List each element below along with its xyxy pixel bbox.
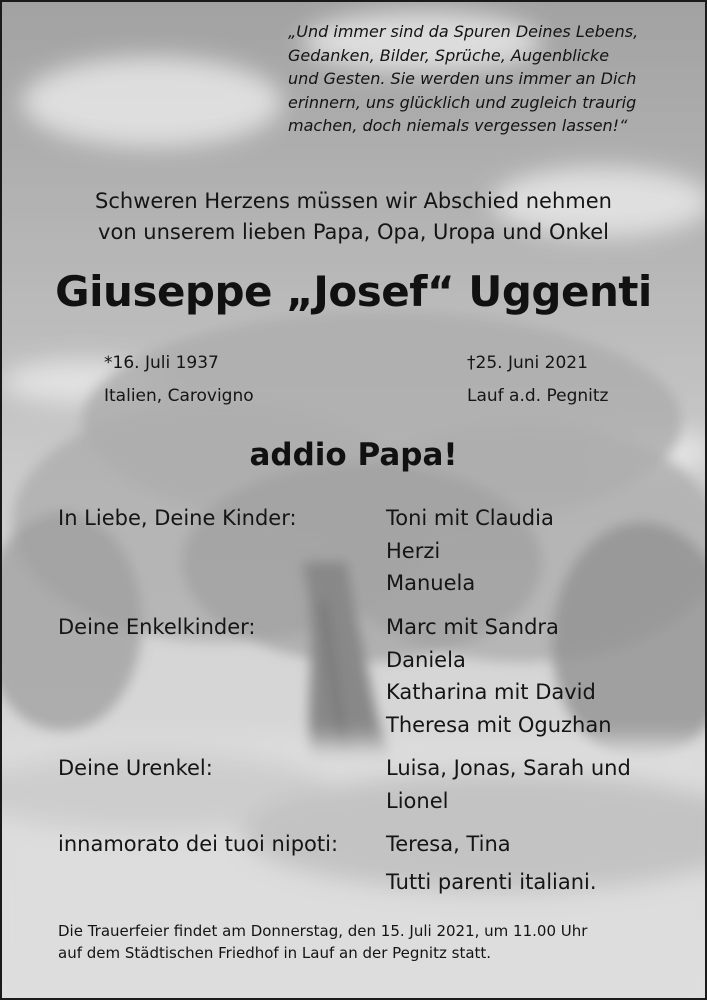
quote-line: Gedanken, Bilder, Sprüche, Augenblicke: [288, 45, 610, 65]
intro-text: [2, 186, 705, 248]
farewell-heading: addio Papa!: [249, 437, 458, 473]
mourner-label: Deine Enkelkinder:: [58, 615, 256, 639]
mourner-name: Herzi: [386, 538, 441, 563]
mourner-name: Manuela: [386, 571, 476, 595]
quote-line: erinnern, uns glücklich und zugleich traurig: [288, 92, 637, 112]
mourner-names: [386, 752, 631, 817]
relatives-line: Tutti parenti italiani.: [386, 870, 597, 894]
birth-info: [104, 347, 254, 413]
funeral-line-1: Die Trauerfeier findet am Donnerstag, den 15. Juli 2021, um 11.00 Uhr: [58, 922, 588, 940]
mourner-name: Teresa, Tina: [386, 832, 511, 856]
mourner-label: In Liebe, Deine Kinder:: [58, 506, 297, 530]
quote-line: und Gesten. Sie werden uns immer an Dich: [288, 69, 637, 88]
death-date: †25. Juni 2021: [467, 353, 588, 373]
birth-place: Italien, Carovigno: [104, 386, 254, 406]
intro-line-1: Schweren Herzens müssen wir Abschied nehmen: [95, 189, 612, 213]
funeral-info: [58, 920, 698, 964]
quote-line: machen, doch niemals vergessen lassen!“: [288, 116, 628, 135]
mourner-name: Marc mit Sandra: [386, 615, 559, 639]
quote-line: „Und immer sind da Spuren Deines Lebens,: [288, 22, 639, 41]
mourner-name: Luisa, Jonas, Sarah und: [386, 756, 631, 780]
mourner-name: Lionel: [386, 788, 449, 813]
birth-date: *16. Juli 1937: [104, 353, 219, 373]
memorial-quote: [288, 20, 688, 138]
mourner-name: Theresa mit Oguzhan: [386, 712, 612, 737]
deceased-name: Giuseppe „Josef“ Uggenti: [55, 267, 652, 316]
funeral-line-2: auf dem Städtischen Friedhof in Lauf an der Pegnitz statt.: [58, 944, 492, 962]
death-place: Lauf a.d. Pegnitz: [467, 386, 609, 406]
mourner-name: Daniela: [386, 647, 466, 672]
intro-line-2: von unserem lieben Papa, Opa, Uropa und Onkel: [98, 220, 609, 244]
mourner-names: [386, 611, 612, 741]
mourner-name: Katharina mit David: [386, 680, 596, 704]
mourner-label: Deine Urenkel:: [58, 756, 213, 780]
mourner-names: [386, 828, 511, 861]
mourner-name: Toni mit Claudia: [386, 506, 554, 530]
death-info: [467, 347, 608, 413]
mourner-names: [386, 502, 554, 600]
mourner-label: innamorato dei tuoi nipoti:: [58, 832, 339, 856]
